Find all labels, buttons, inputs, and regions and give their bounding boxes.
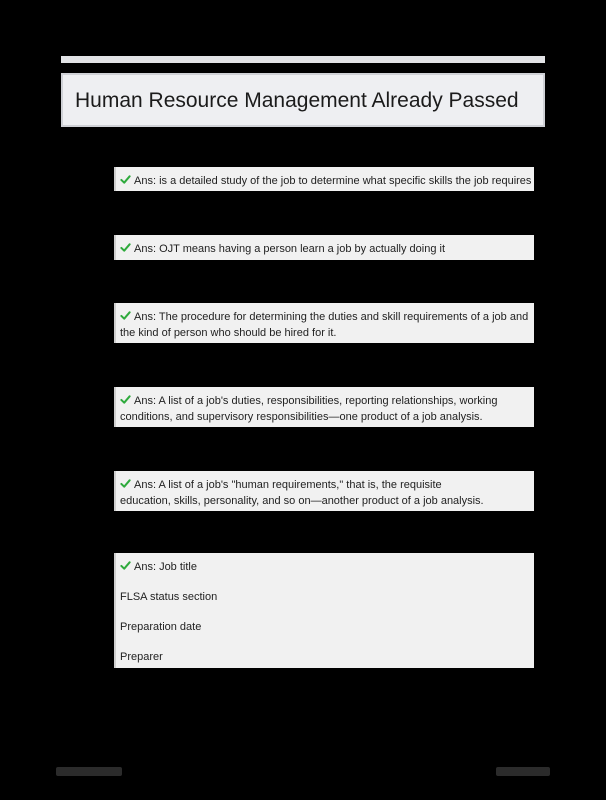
answer-line xyxy=(120,309,528,325)
answer-line: Preparer xyxy=(120,651,163,663)
answer-box-4 xyxy=(114,387,534,427)
answer-line xyxy=(120,241,528,257)
footer-watermark-left xyxy=(56,767,122,776)
page-title: Human Resource Management Already Passed xyxy=(75,89,519,112)
footer-page-number xyxy=(496,767,550,776)
answer-text: Ans: Job title xyxy=(134,561,197,573)
answer-line: FLSA status section xyxy=(120,591,218,603)
title-box xyxy=(61,73,545,127)
answer-text: Ans: The procedure for determining the duties and skill requirements of a job and xyxy=(134,311,529,323)
answer-box-1 xyxy=(114,167,534,191)
answer-line: the kind of person who should be hired for it. xyxy=(120,327,337,339)
answer-line xyxy=(120,173,532,189)
check-icon xyxy=(120,310,131,321)
check-icon xyxy=(120,394,131,405)
answer-box-5 xyxy=(114,471,534,511)
check-icon xyxy=(120,560,131,571)
answer-text: Ans: is a detailed study of the job to determine what specific skills the job requires xyxy=(134,175,532,187)
check-icon xyxy=(120,174,131,185)
answer-line xyxy=(120,477,528,493)
answer-line: conditions, and supervisory responsibilities—one product of a job analysis. xyxy=(120,411,483,423)
answer-text: Ans: OJT means having a person learn a job by actually doing it xyxy=(134,243,446,255)
answer-line xyxy=(120,559,528,589)
answer-line: education, skills, personality, and so on—another product of a job analysis. xyxy=(120,495,484,507)
answer-box-6 xyxy=(114,553,534,668)
answer-line: Preparation date xyxy=(120,621,202,633)
answer-text: Ans: A list of a job's "human requirements," that is, the requisite xyxy=(134,479,442,491)
answer-box-2 xyxy=(114,235,534,260)
top-rule xyxy=(61,56,545,63)
answer-box-3 xyxy=(114,303,534,343)
check-icon xyxy=(120,478,131,489)
check-icon xyxy=(120,242,131,253)
answer-line xyxy=(120,393,528,409)
answer-text: Ans: A list of a job's duties, responsibilities, reporting relationships, working xyxy=(134,395,498,407)
